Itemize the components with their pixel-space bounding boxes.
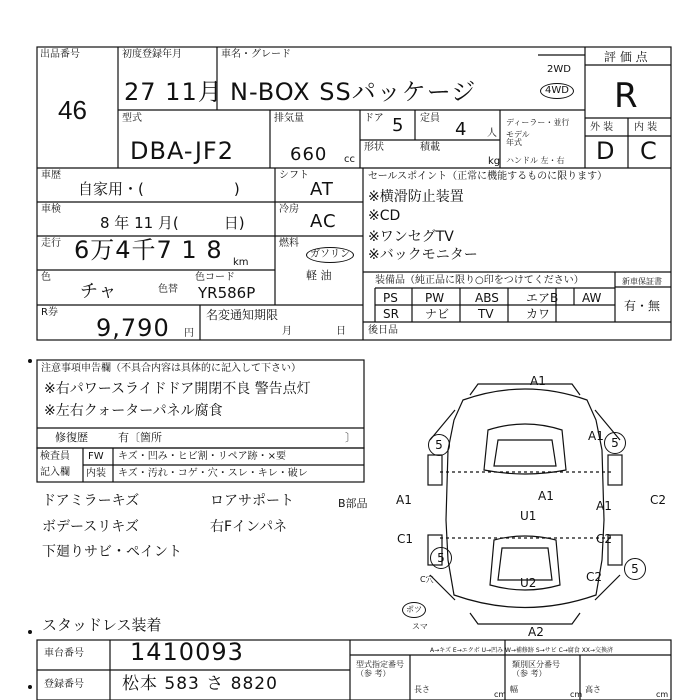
damage-mark: U2 bbox=[520, 576, 537, 590]
equip-ps: PS bbox=[383, 291, 398, 305]
damage-mark: A1 bbox=[538, 489, 554, 503]
damage-mark: A2 bbox=[528, 625, 544, 639]
equip-pw: PW bbox=[425, 291, 445, 305]
color-code-label: 色コード bbox=[195, 272, 235, 283]
tire-mark: 5 bbox=[428, 434, 450, 456]
sales-title: セールスポイント（正常に機能するものに限ります） bbox=[368, 171, 608, 182]
color-code-value: YR586P bbox=[198, 284, 256, 302]
doors-label: ドア bbox=[364, 113, 384, 124]
length-label: 長さ bbox=[414, 685, 430, 694]
aircon-label: 冷房 bbox=[279, 204, 299, 215]
drive-2wd: 2WD bbox=[547, 64, 571, 75]
rken-unit: 円 bbox=[184, 328, 194, 339]
sales-item: ※ワンセグTV bbox=[368, 229, 454, 245]
damage-mark: C2 bbox=[586, 570, 603, 584]
comment-left: ボデースリキズ bbox=[42, 519, 140, 535]
car-name-label: 車名・グレード bbox=[221, 49, 291, 60]
color-value: チャ bbox=[80, 281, 118, 302]
equip-sr: SR bbox=[383, 307, 399, 321]
damage-mark: A1 bbox=[396, 493, 412, 507]
diagram-legend: A→キズ E→エクボ U→凹み W→補修跡 S→サビ C→腐食 XX→交換済 bbox=[430, 647, 613, 654]
interior-value: C bbox=[640, 137, 658, 165]
rear-seat-label: 後日品 bbox=[368, 325, 398, 336]
capacity-value: 4 bbox=[455, 119, 468, 140]
name-change-month: 月 bbox=[282, 326, 292, 337]
damage-mark: U1 bbox=[520, 509, 537, 523]
tire-mark: 5 bbox=[624, 558, 646, 580]
damage-mark: A1 bbox=[588, 429, 604, 443]
length-unit: cm bbox=[494, 690, 507, 699]
shift-label: シフト bbox=[279, 170, 309, 181]
repair-label: 修復歴 bbox=[55, 431, 88, 444]
capacity-unit: 人 bbox=[487, 128, 497, 139]
displacement-unit: cc bbox=[344, 154, 355, 165]
tire-mark: 5 bbox=[430, 547, 452, 569]
history-label: 車歴 bbox=[41, 170, 61, 181]
comment-right-note: B部品 bbox=[338, 497, 368, 510]
comment-left: ドアミラーキズ bbox=[42, 493, 140, 509]
notes-line: ※右パワースライドドア開閉不良 警告点灯 bbox=[44, 381, 311, 397]
shaken-value: 8 年 11 月( 日) bbox=[100, 214, 245, 232]
damage-mark: C1 bbox=[397, 532, 414, 546]
displacement-label: 排気量 bbox=[274, 113, 304, 124]
handle-label: ハンドル 左・右 bbox=[506, 156, 565, 165]
lot-no: 46 bbox=[58, 95, 87, 125]
car-name-value: N-BOX SSパッケージ bbox=[230, 78, 477, 106]
equip-navi: ナビ bbox=[425, 307, 450, 321]
height-label: 高さ bbox=[585, 685, 601, 694]
history-value: 自家用・( ) bbox=[78, 180, 240, 198]
equip-leather: カワ bbox=[526, 307, 551, 321]
repair-close: 〕 bbox=[345, 431, 356, 444]
reg-value: 松本 583 さ 8820 bbox=[122, 674, 278, 694]
damage-mark: C2 bbox=[650, 493, 667, 507]
capacity-label: 定員 bbox=[420, 113, 440, 124]
lot-no-label: 出品番号 bbox=[40, 49, 80, 60]
mileage-unit: km bbox=[233, 257, 249, 268]
shape-reg-label: 型式指定番号 （参 考） bbox=[356, 660, 404, 678]
model-year-label: モデル 年式 bbox=[506, 130, 530, 147]
first-reg-label: 初度登録年月 bbox=[122, 49, 182, 60]
shift-value: AT bbox=[310, 179, 334, 200]
sales-item: ※横滑防止装置 bbox=[368, 189, 464, 205]
inspector-label: 検査員 bbox=[40, 451, 70, 462]
damage-mark: A1 bbox=[530, 374, 546, 388]
sales-item: ※バックモニター bbox=[368, 247, 478, 263]
fw-items: キズ・凹み・ヒビ割・リペア跡・×要 bbox=[118, 451, 286, 462]
dealer-label: ディーラー・並行 bbox=[506, 118, 570, 127]
model-value: DBA-JF2 bbox=[130, 137, 234, 165]
tire-mark: 5 bbox=[604, 432, 626, 454]
eval-label: 評 価 点 bbox=[604, 50, 648, 64]
exterior-value: D bbox=[596, 137, 616, 165]
notes-label: 注意事項申告欄（不具合内容は具体的に記入して下さい） bbox=[41, 363, 301, 374]
color-change-label: 色替 bbox=[158, 284, 178, 295]
exterior-label: 外 装 bbox=[590, 122, 614, 133]
eval-value: R bbox=[614, 76, 639, 116]
model-label: 型式 bbox=[122, 113, 142, 124]
warranty-label: 新車保証書 bbox=[622, 277, 662, 286]
mileage-label: 走行 bbox=[41, 238, 61, 249]
color-label: 色 bbox=[41, 272, 51, 283]
interior-label: 内装 bbox=[86, 468, 106, 479]
load-unit: kg bbox=[488, 156, 501, 167]
sales-item: ※CD bbox=[368, 208, 401, 224]
load-label: 積載 bbox=[420, 142, 440, 153]
c-note: C穴 bbox=[420, 575, 434, 584]
name-change-day: 日 bbox=[336, 326, 346, 337]
first-reg-value: 27 11月 bbox=[124, 78, 223, 106]
aircon-value: AC bbox=[310, 211, 337, 232]
equip-abs: ABS bbox=[475, 291, 499, 305]
doors-value: 5 bbox=[392, 115, 405, 136]
warranty-value: 有・無 bbox=[624, 299, 661, 313]
chassis-value: 1410093 bbox=[130, 638, 244, 666]
height-unit: cm bbox=[656, 690, 669, 699]
comment-left: 下廻りサビ・ペイント bbox=[42, 544, 182, 560]
equip-aw: AW bbox=[582, 291, 602, 305]
damage-mark: A1 bbox=[596, 499, 612, 513]
interior-items: キズ・汚れ・コゲ・穴・スレ・キレ・破レ bbox=[118, 468, 308, 479]
equipment-title: 装備品（純正品に限り○印をつけてください） bbox=[375, 275, 584, 286]
chassis-label: 車台番号 bbox=[44, 648, 84, 659]
rken-label: R券 bbox=[41, 307, 58, 318]
sub-note: スマ bbox=[412, 622, 428, 631]
equip-airbag: エアB bbox=[526, 291, 559, 305]
width-unit: cm bbox=[570, 690, 583, 699]
fuel-diesel: 軽 油 bbox=[306, 269, 332, 282]
pots-note: ポツ bbox=[402, 602, 426, 618]
fuel-gasoline: ガソリン bbox=[306, 247, 354, 263]
fw-label: FW bbox=[88, 451, 104, 462]
fuel-label: 燃料 bbox=[279, 238, 299, 249]
repair-value: 有〔箇所 bbox=[118, 431, 162, 444]
drive-4wd: 4WD bbox=[540, 83, 574, 99]
class-label: 類別区分番号 （参 考） bbox=[512, 660, 560, 678]
rken-value: 9,790 bbox=[96, 314, 170, 342]
studless-note: スタッドレス装着 bbox=[42, 616, 162, 634]
name-change-label: 名変通知期限 bbox=[206, 308, 279, 322]
inspector-label2: 記入欄 bbox=[40, 467, 70, 478]
shaken-label: 車検 bbox=[41, 204, 61, 215]
displacement-value: 660 bbox=[290, 144, 328, 165]
comment-right: ロアサポート bbox=[210, 493, 294, 509]
shape-label: 形状 bbox=[364, 142, 384, 153]
reg-label: 登録番号 bbox=[44, 679, 84, 690]
comment-right: 右Fインパネ bbox=[210, 519, 288, 535]
damage-mark: C2 bbox=[596, 532, 613, 546]
interior-label: 内 装 bbox=[634, 122, 658, 133]
equip-tv: TV bbox=[478, 307, 494, 321]
mileage-value: 6万4千7 1 8 bbox=[74, 236, 223, 264]
width-label: 幅 bbox=[510, 685, 518, 694]
notes-line: ※左右クォーターパネル腐食 bbox=[44, 403, 223, 419]
